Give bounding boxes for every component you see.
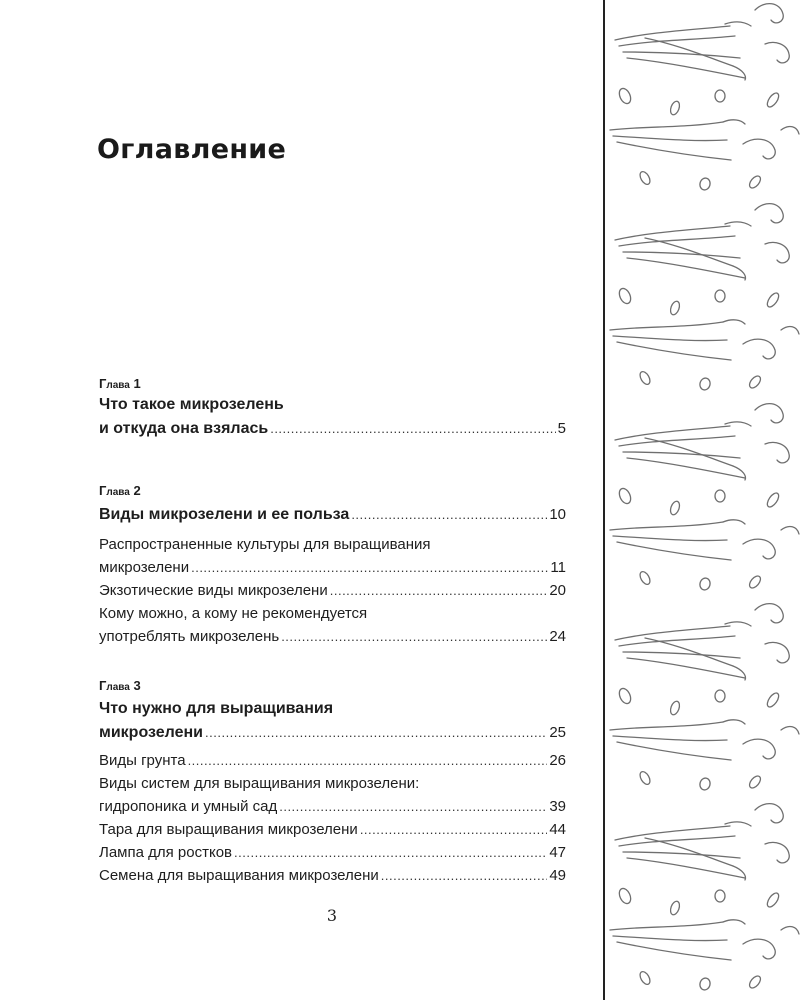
page-ref: 24: [549, 628, 566, 645]
toc-entry[interactable]: Виды микрозелени и ее польза ..... 10: [99, 503, 566, 527]
page-ref: 26: [549, 752, 566, 769]
microgreens-pattern-icon: [605, 0, 800, 1000]
chapter-3: [99, 677, 566, 887]
page-ref: 47: [549, 844, 566, 861]
toc-entry[interactable]: микрозелени ..... 11: [99, 556, 566, 579]
toc-entry[interactable]: гидропоника и умный сад ..... 39: [99, 795, 566, 818]
chapter-label: Глава 1: [99, 376, 141, 391]
page-number: 3: [326, 906, 338, 925]
toc-entry[interactable]: Семена для выращивания микрозелени ..... 49: [99, 864, 566, 887]
toc-entry[interactable]: употреблять микрозелень ..... 24: [99, 625, 566, 648]
page-ref: 49: [549, 867, 566, 884]
page-ref: 5: [557, 420, 566, 437]
chapter-2: [99, 482, 566, 648]
toc-entry[interactable]: Экзотические виды микрозелени ..... 20: [99, 579, 566, 602]
chapter-label: Глава 3: [99, 678, 141, 693]
toc-entry-line: Виды систем для выращивания микрозелени:: [99, 775, 420, 792]
toc-entry-line: Распространенные культуры для выращивания: [99, 536, 431, 553]
page-ref: 25: [549, 724, 566, 741]
toc-entry[interactable]: Лампа для ростков ..... 47: [99, 841, 566, 864]
page-ref: 10: [549, 506, 566, 523]
page-ref: 44: [549, 821, 566, 838]
page-ref: 11: [550, 559, 566, 576]
toc-entry[interactable]: Виды грунта ..... 26: [99, 749, 566, 772]
chapter-1: [99, 375, 566, 441]
page-ref: 39: [549, 798, 566, 815]
chapter-title-line: Что такое микрозелень: [99, 396, 284, 413]
page-ref: 20: [549, 582, 566, 599]
chapter-label: Глава 2: [99, 483, 141, 498]
toc-entry[interactable]: Тара для выращивания микрозелени ..... 44: [99, 818, 566, 841]
chapter-title-line: Что нужно для выращивания: [99, 700, 334, 717]
page-title: Оглавление: [97, 134, 287, 165]
toc-entry-line: Кому можно, а кому не рекомендуется: [99, 605, 368, 622]
toc-entry[interactable]: и откуда она взялась ..... 5: [99, 417, 566, 441]
toc-entry[interactable]: микрозелени ..... 25: [99, 721, 566, 745]
